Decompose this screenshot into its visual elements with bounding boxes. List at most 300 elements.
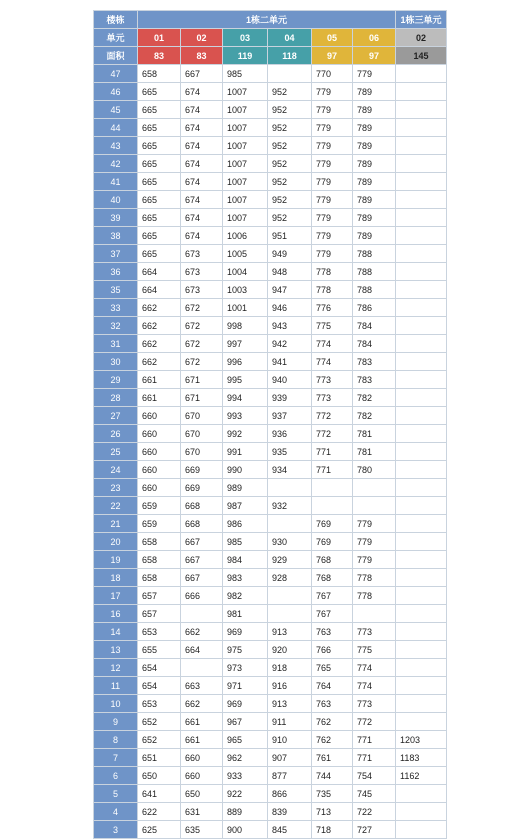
price-cell: 655: [138, 641, 181, 659]
price-cell: 789: [353, 227, 396, 245]
floor-number-cell: 13: [94, 641, 138, 659]
area-cell: 145: [396, 47, 447, 65]
floor-number-cell: 39: [94, 209, 138, 227]
price-cell: [353, 605, 396, 623]
price-cell: 768: [312, 551, 353, 569]
table-row: [94, 335, 447, 353]
price-cell: 663: [181, 677, 223, 695]
price-cell: 774: [353, 659, 396, 677]
floor-number-cell: 38: [94, 227, 138, 245]
price-cell: 672: [181, 353, 223, 371]
table-row: [94, 227, 447, 245]
price-cell: 674: [181, 227, 223, 245]
price-cell: 665: [138, 173, 181, 191]
price-cell: [396, 569, 447, 587]
price-cell: 952: [268, 119, 312, 137]
price-cell: [312, 497, 353, 515]
price-cell: 916: [268, 677, 312, 695]
price-cell: 774: [353, 677, 396, 695]
price-cell: 672: [181, 299, 223, 317]
table-row: [94, 785, 447, 803]
price-cell: 992: [223, 425, 268, 443]
price-cell: 952: [268, 83, 312, 101]
table-row: [94, 623, 447, 641]
price-cell: 778: [353, 569, 396, 587]
price-cell: [268, 515, 312, 533]
floor-number-cell: 28: [94, 389, 138, 407]
floor-number-cell: 40: [94, 191, 138, 209]
price-cell: [396, 119, 447, 137]
price-cell: [181, 659, 223, 677]
unit-cell: 02: [181, 29, 223, 47]
price-cell: 781: [353, 443, 396, 461]
price-cell: 1007: [223, 119, 268, 137]
price-cell: [396, 533, 447, 551]
price-cell: 669: [181, 479, 223, 497]
price-cell: 671: [181, 371, 223, 389]
price-cell: 754: [353, 767, 396, 785]
price-cell: 981: [223, 605, 268, 623]
floor-number-cell: 8: [94, 731, 138, 749]
floor-number-cell: 17: [94, 587, 138, 605]
price-cell: 948: [268, 263, 312, 281]
price-cell: 987: [223, 497, 268, 515]
price-cell: 773: [312, 389, 353, 407]
price-cell: 969: [223, 695, 268, 713]
table-row: [94, 587, 447, 605]
floor-number-cell: 41: [94, 173, 138, 191]
price-cell: [396, 551, 447, 569]
price-cell: [396, 587, 447, 605]
price-cell: 1007: [223, 83, 268, 101]
price-cell: 789: [353, 83, 396, 101]
price-cell: 932: [268, 497, 312, 515]
price-cell: [396, 641, 447, 659]
area-cell: 118: [268, 47, 312, 65]
price-cell: 952: [268, 137, 312, 155]
price-cell: 658: [138, 65, 181, 83]
price-cell: 727: [353, 821, 396, 839]
price-cell: [396, 443, 447, 461]
price-cell: 913: [268, 623, 312, 641]
price-cell: 788: [353, 281, 396, 299]
price-cell: 664: [138, 281, 181, 299]
floor-number-cell: 42: [94, 155, 138, 173]
header-row-building: [94, 11, 447, 29]
floor-number-cell: 45: [94, 101, 138, 119]
price-cell: 991: [223, 443, 268, 461]
table-row: [94, 209, 447, 227]
price-cell: 667: [181, 533, 223, 551]
price-cell: [396, 605, 447, 623]
price-cell: 763: [312, 695, 353, 713]
price-cell: 773: [353, 623, 396, 641]
price-cell: 789: [353, 101, 396, 119]
price-cell: 664: [138, 263, 181, 281]
table-row: [94, 749, 447, 767]
price-cell: 789: [353, 191, 396, 209]
table-row: [94, 695, 447, 713]
price-cell: [396, 461, 447, 479]
price-cell: 975: [223, 641, 268, 659]
price-cell: 778: [312, 263, 353, 281]
price-cell: 779: [312, 137, 353, 155]
floor-number-cell: 7: [94, 749, 138, 767]
price-cell: 718: [312, 821, 353, 839]
price-cell: 937: [268, 407, 312, 425]
price-cell: 952: [268, 209, 312, 227]
price-cell: 660: [138, 425, 181, 443]
table-row: [94, 371, 447, 389]
price-cell: [181, 605, 223, 623]
price-cell: 662: [181, 695, 223, 713]
price-cell: 1001: [223, 299, 268, 317]
price-cell: 973: [223, 659, 268, 677]
price-cell: 771: [312, 461, 353, 479]
price-cell: 907: [268, 749, 312, 767]
price-cell: [268, 605, 312, 623]
table-row: [94, 245, 447, 263]
floor-number-cell: 11: [94, 677, 138, 695]
floor-number-cell: 22: [94, 497, 138, 515]
price-cell: 661: [138, 389, 181, 407]
price-cell: [396, 191, 447, 209]
area-cell: 97: [312, 47, 353, 65]
table-row: [94, 569, 447, 587]
floor-number-cell: 46: [94, 83, 138, 101]
table-row: [94, 443, 447, 461]
price-cell: 788: [353, 245, 396, 263]
price-cell: 779: [353, 515, 396, 533]
table-row: [94, 83, 447, 101]
table-row: [94, 425, 447, 443]
price-cell: 930: [268, 533, 312, 551]
price-cell: [396, 155, 447, 173]
price-cell: 667: [181, 569, 223, 587]
price-cell: 779: [312, 173, 353, 191]
table-row: [94, 551, 447, 569]
table-row: [94, 407, 447, 425]
table-row: [94, 767, 447, 785]
price-cell: 761: [312, 749, 353, 767]
price-cell: 665: [138, 227, 181, 245]
price-cell: [353, 497, 396, 515]
price-cell: 1007: [223, 155, 268, 173]
price-cell: 789: [353, 137, 396, 155]
building-two-header: 1栋二单元: [138, 11, 396, 29]
table-row: [94, 515, 447, 533]
price-cell: 762: [312, 731, 353, 749]
floor-number-cell: 4: [94, 803, 138, 821]
price-cell: [396, 299, 447, 317]
price-cell: 986: [223, 515, 268, 533]
price-cell: 653: [138, 623, 181, 641]
price-cell: [396, 335, 447, 353]
price-cell: 789: [353, 173, 396, 191]
price-cell: 922: [223, 785, 268, 803]
unit-label: 单元: [94, 29, 138, 47]
price-cell: 788: [353, 263, 396, 281]
price-cell: 935: [268, 443, 312, 461]
price-cell: 889: [223, 803, 268, 821]
price-cell: 631: [181, 803, 223, 821]
table-row: [94, 605, 447, 623]
price-cell: 983: [223, 569, 268, 587]
price-cell: 661: [181, 713, 223, 731]
table-row: [94, 299, 447, 317]
unit-cell: 04: [268, 29, 312, 47]
table-row: [94, 389, 447, 407]
price-cell: 650: [181, 785, 223, 803]
table-row: [94, 281, 447, 299]
floor-number-cell: 14: [94, 623, 138, 641]
price-cell: 949: [268, 245, 312, 263]
floor-number-cell: 18: [94, 569, 138, 587]
price-cell: 990: [223, 461, 268, 479]
price-cell: 674: [181, 101, 223, 119]
price-cell: 993: [223, 407, 268, 425]
price-cell: 662: [181, 623, 223, 641]
table-body: [94, 65, 447, 839]
floor-number-cell: 12: [94, 659, 138, 677]
price-cell: 660: [138, 407, 181, 425]
floor-number-cell: 32: [94, 317, 138, 335]
table-row: [94, 497, 447, 515]
price-cell: 911: [268, 713, 312, 731]
price-cell: 779: [312, 83, 353, 101]
floor-number-cell: 30: [94, 353, 138, 371]
price-cell: 667: [181, 65, 223, 83]
price-cell: 665: [138, 137, 181, 155]
price-cell: [396, 389, 447, 407]
price-cell: 625: [138, 821, 181, 839]
price-cell: 665: [138, 101, 181, 119]
price-cell: 783: [353, 371, 396, 389]
price-cell: 674: [181, 209, 223, 227]
price-cell: 1007: [223, 173, 268, 191]
price-cell: 769: [312, 515, 353, 533]
price-cell: 651: [138, 749, 181, 767]
price-cell: 768: [312, 569, 353, 587]
floor-number-cell: 27: [94, 407, 138, 425]
price-cell: 780: [353, 461, 396, 479]
price-cell: 947: [268, 281, 312, 299]
price-cell: [396, 677, 447, 695]
unit-cell: 03: [223, 29, 268, 47]
price-cell: 934: [268, 461, 312, 479]
price-cell: 665: [138, 209, 181, 227]
price-cell: 659: [138, 497, 181, 515]
price-cell: 965: [223, 731, 268, 749]
price-cell: [396, 353, 447, 371]
table-row: [94, 101, 447, 119]
price-cell: 997: [223, 335, 268, 353]
price-cell: [396, 479, 447, 497]
price-cell: 670: [181, 443, 223, 461]
price-cell: 662: [138, 317, 181, 335]
price-cell: 877: [268, 767, 312, 785]
price-cell: 1203: [396, 731, 447, 749]
price-cell: [268, 65, 312, 83]
price-cell: 660: [138, 479, 181, 497]
price-cell: [396, 425, 447, 443]
price-cell: 866: [268, 785, 312, 803]
price-cell: 662: [138, 299, 181, 317]
table-row: [94, 821, 447, 839]
price-cell: 775: [312, 317, 353, 335]
floor-number-cell: 20: [94, 533, 138, 551]
price-cell: 635: [181, 821, 223, 839]
price-cell: 779: [312, 119, 353, 137]
price-cell: [396, 623, 447, 641]
price-cell: [396, 281, 447, 299]
price-cell: 650: [138, 767, 181, 785]
table-row: [94, 461, 447, 479]
price-cell: 1007: [223, 101, 268, 119]
price-cell: 779: [353, 533, 396, 551]
price-cell: 995: [223, 371, 268, 389]
floor-header: 楼栋: [94, 11, 138, 29]
price-cell: 918: [268, 659, 312, 677]
price-cell: 779: [312, 209, 353, 227]
price-cell: 773: [353, 695, 396, 713]
price-cell: 985: [223, 65, 268, 83]
price-cell: 778: [353, 587, 396, 605]
price-cell: [396, 65, 447, 83]
price-cell: 946: [268, 299, 312, 317]
price-cell: 994: [223, 389, 268, 407]
price-cell: 665: [138, 155, 181, 173]
price-cell: 779: [312, 191, 353, 209]
price-cell: 989: [223, 479, 268, 497]
price-cell: 745: [353, 785, 396, 803]
floor-number-cell: 21: [94, 515, 138, 533]
price-cell: 952: [268, 191, 312, 209]
price-cell: [268, 587, 312, 605]
price-cell: 660: [138, 443, 181, 461]
price-cell: 782: [353, 407, 396, 425]
price-cell: [396, 209, 447, 227]
price-cell: 910: [268, 731, 312, 749]
table-row: [94, 353, 447, 371]
price-cell: 952: [268, 173, 312, 191]
price-cell: 982: [223, 587, 268, 605]
price-cell: 1007: [223, 209, 268, 227]
floor-number-cell: 35: [94, 281, 138, 299]
price-cell: 952: [268, 155, 312, 173]
unit-cell: 05: [312, 29, 353, 47]
unit-cell: 01: [138, 29, 181, 47]
price-cell: 653: [138, 695, 181, 713]
price-cell: 845: [268, 821, 312, 839]
price-cell: 1007: [223, 191, 268, 209]
price-cell: [396, 101, 447, 119]
price-cell: 942: [268, 335, 312, 353]
table-row: [94, 191, 447, 209]
price-cell: [396, 713, 447, 731]
table-row: [94, 263, 447, 281]
floor-number-cell: 37: [94, 245, 138, 263]
price-cell: 666: [181, 587, 223, 605]
price-cell: 762: [312, 713, 353, 731]
floor-number-cell: 36: [94, 263, 138, 281]
price-cell: 661: [181, 731, 223, 749]
price-cell: 779: [312, 227, 353, 245]
floor-number-cell: 9: [94, 713, 138, 731]
price-cell: 652: [138, 731, 181, 749]
floor-number-cell: 5: [94, 785, 138, 803]
floor-number-cell: 23: [94, 479, 138, 497]
price-cell: 641: [138, 785, 181, 803]
header-row-area: [94, 47, 447, 65]
price-cell: 722: [353, 803, 396, 821]
table-row: [94, 713, 447, 731]
price-cell: 668: [181, 515, 223, 533]
price-cell: 668: [181, 497, 223, 515]
price-cell: [396, 497, 447, 515]
price-cell: 770: [312, 65, 353, 83]
area-cell: 83: [181, 47, 223, 65]
price-cell: 667: [181, 551, 223, 569]
table-row: [94, 65, 447, 83]
price-cell: 670: [181, 425, 223, 443]
price-cell: 672: [181, 317, 223, 335]
table-row: [94, 137, 447, 155]
price-cell: 660: [181, 749, 223, 767]
price-cell: [353, 479, 396, 497]
price-cell: 771: [312, 443, 353, 461]
table-row: [94, 677, 447, 695]
price-cell: 672: [181, 335, 223, 353]
price-cell: [396, 515, 447, 533]
price-cell: 774: [312, 335, 353, 353]
price-cell: 657: [138, 605, 181, 623]
area-cell: 119: [223, 47, 268, 65]
price-cell: 657: [138, 587, 181, 605]
price-cell: 920: [268, 641, 312, 659]
price-cell: [312, 479, 353, 497]
price-cell: 1003: [223, 281, 268, 299]
floor-number-cell: 25: [94, 443, 138, 461]
price-cell: [268, 479, 312, 497]
floor-number-cell: 6: [94, 767, 138, 785]
price-cell: 779: [353, 65, 396, 83]
price-cell: 772: [312, 425, 353, 443]
price-cell: 998: [223, 317, 268, 335]
price-cell: 769: [312, 533, 353, 551]
price-cell: 772: [312, 407, 353, 425]
price-cell: [396, 695, 447, 713]
price-cell: 967: [223, 713, 268, 731]
price-cell: 789: [353, 209, 396, 227]
price-cell: 996: [223, 353, 268, 371]
price-cell: 952: [268, 101, 312, 119]
price-cell: 674: [181, 137, 223, 155]
price-cell: 662: [138, 353, 181, 371]
price-cell: 933: [223, 767, 268, 785]
price-cell: 781: [353, 425, 396, 443]
price-cell: 771: [353, 749, 396, 767]
price-cell: 929: [268, 551, 312, 569]
price-cell: 674: [181, 155, 223, 173]
price-cell: 779: [312, 155, 353, 173]
price-cell: 779: [353, 551, 396, 569]
price-cell: 773: [312, 371, 353, 389]
price-cell: 665: [138, 119, 181, 137]
price-cell: 1007: [223, 137, 268, 155]
price-cell: 939: [268, 389, 312, 407]
price-cell: 951: [268, 227, 312, 245]
